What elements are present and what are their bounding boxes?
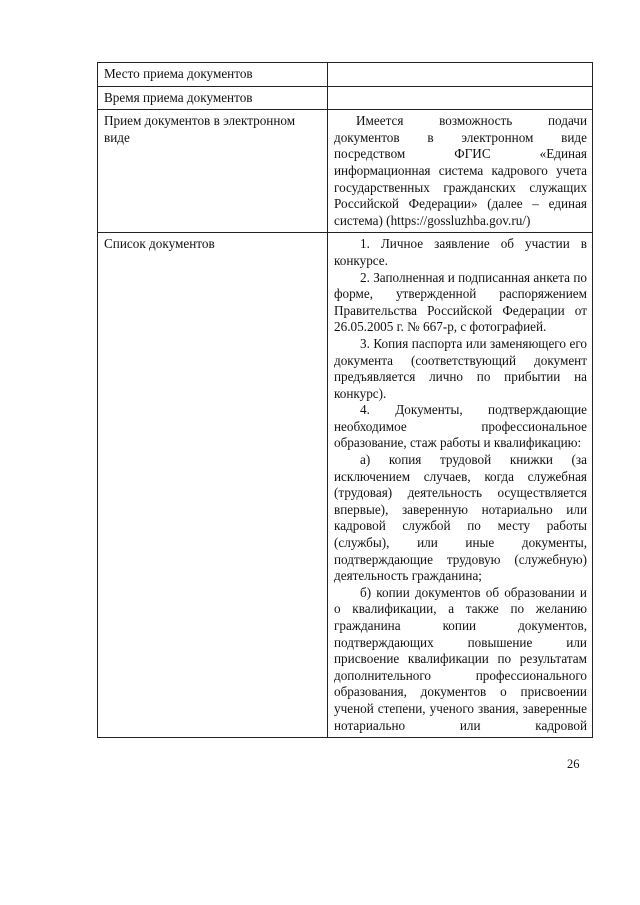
document-item-1: 1. Личное заявление об участии в конкурсе. — [334, 236, 587, 268]
electronic-paragraph: Имеется возможность подачи документов в электронном виде посредством ФГИС «Единая информационная система кадрового учета государственных гражданских служащих Российской Федерации» (далее – единая система) (https://gossluzhba.gov.ru/) — [334, 113, 587, 228]
row-value-electronic — [328, 110, 593, 233]
row-time — [98, 86, 593, 110]
document-item-4: 4. Документы, подтверждающие необходимое профессиональное образование, стаж работы и квалификацию: — [334, 402, 587, 451]
row-place — [98, 63, 593, 87]
row-documents — [98, 233, 593, 738]
row-label-electronic: Прием документов в электронном виде — [98, 110, 328, 233]
row-label-documents: Список документов — [98, 233, 328, 738]
row-value-place — [328, 63, 593, 87]
row-label-time: Время приема документов — [98, 86, 328, 110]
document-item-2: 2. Заполненная и подписанная анкета по форме, утвержденной распоряжением Правительства Российской Федерации от 26.05.2005 г. № 667-р, с фотографией. — [334, 269, 587, 335]
row-label-place: Место приема документов — [98, 63, 328, 87]
row-value-time — [328, 86, 593, 110]
document-subitem-b: б) копии документов об образовании и о квалификации, а также по желанию гражданина копии документов, подтверждающих повышение или присвоение квалификации по результатам дополнительного профессионального образования, документов о присвоении ученой степени, ученого звания, заверенные нотариально или кадровой — [334, 584, 587, 733]
document-item-3: 3. Копия паспорта или заменяющего его документа (соответствующий документ предъявляется лично по прибытии на конкурс). — [334, 335, 587, 401]
page-number: 26 — [567, 757, 580, 771]
row-value-documents — [328, 233, 593, 738]
row-electronic — [98, 110, 593, 233]
document-table — [97, 62, 593, 738]
document-subitem-a: а) копия трудовой книжки (за исключением случаев, когда служебная (трудовая) деятельность осуществляется впервые), заверенную нотариально или кадровой службой по месту работы (службы), или иные документы, подтверждающие трудовую (служебную) деятельность гражданина; — [334, 452, 587, 584]
